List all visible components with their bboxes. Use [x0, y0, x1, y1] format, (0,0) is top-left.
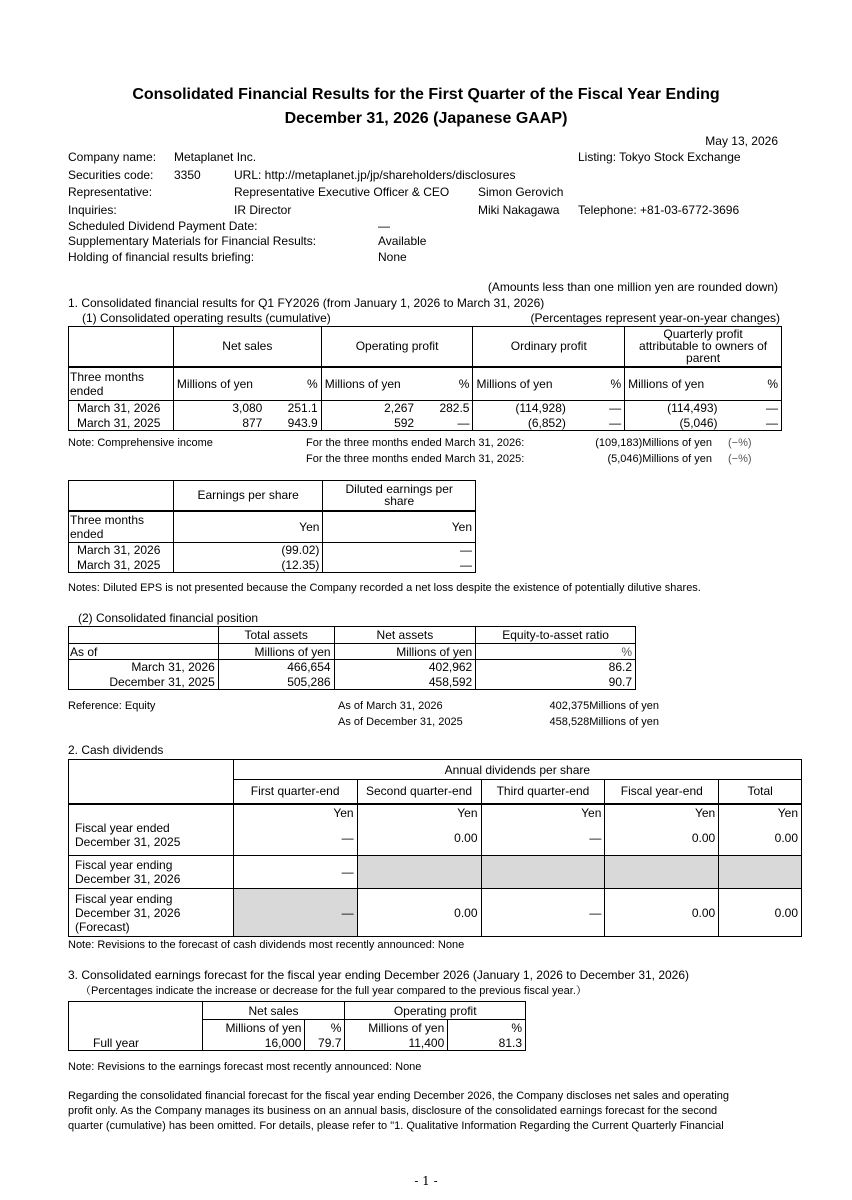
dividends-unit: Yen [233, 804, 357, 821]
net-assets-value: 402,962 [334, 660, 476, 675]
ops-quarterly-profit-pct: ― [721, 401, 782, 416]
position-corner [69, 627, 219, 644]
dividend-row-label-line3: (Forecast) [75, 919, 130, 934]
table-row [69, 856, 802, 889]
dividend-value: ― [233, 856, 357, 889]
eps-row-label-line1: Three months [70, 512, 145, 527]
rounding-note: (Amounts less than one million yen are rounded down) [487, 280, 778, 294]
ops-header-qp-line3: parent [686, 351, 721, 366]
ci-period-2025: For the three months ended March 31, 2025: [306, 453, 525, 465]
ops-net-sales-pct: 251.1 [265, 401, 321, 416]
ops-row-label-line2: ended [70, 383, 104, 398]
annual-dividends-header: Annual dividends per share [233, 760, 801, 780]
dividend-value-shaded [719, 856, 802, 889]
document-title-line2: December 31, 2026 (Japanese GAAP) [284, 110, 568, 127]
forecast-operating-profit-header: Operating profit [345, 1002, 526, 1020]
dividend-value: 0.00 [357, 821, 481, 856]
representative-title: Representative Executive Officer & CEO [234, 185, 450, 199]
dividend-row-label-line2: December 31, 2026 [75, 872, 181, 886]
ops-ordinary-profit-pct: ― [569, 416, 625, 431]
ops-ordinary-profit: (6,852) [473, 416, 569, 431]
ops-ordinary-profit: (114,928) [473, 401, 569, 416]
ops-corner [69, 327, 174, 367]
ops-unit: Millions of yen [625, 367, 721, 401]
dividend-value: 0.00 [357, 889, 481, 937]
ops-row-period: March 31, 2025 [69, 416, 174, 431]
eps-row-label [69, 511, 174, 543]
eps-row-period: March 31, 2026 [69, 543, 174, 558]
table-row [69, 889, 802, 937]
ops-header-quarterly-profit [625, 327, 782, 367]
reference-value-2025: 458,528Millions of yen [549, 716, 659, 728]
dividend-row-label [69, 889, 234, 937]
forecast-operating-profit-pct: 81.3 [448, 1036, 526, 1051]
equity-ratio-value: 86.2 [476, 660, 636, 675]
eps-unit: Yen [173, 511, 323, 543]
operating-results-table [68, 326, 782, 431]
reference-period-2026: As of March 31, 2026 [338, 700, 443, 712]
fiscal-year-end-header: Fiscal year-end [605, 780, 719, 804]
ops-header-net-sales: Net sales [173, 327, 321, 367]
dividends-corner [69, 760, 234, 780]
inquiries-label: Inquiries: [68, 203, 117, 217]
table-row [69, 416, 782, 431]
financial-position-table [68, 626, 636, 690]
representative-label: Representative: [68, 185, 153, 199]
ops-net-sales: 3,080 [173, 401, 265, 416]
securities-code: 3350 [174, 168, 201, 182]
forecast-operating-profit: 11,400 [345, 1036, 448, 1051]
section2-heading: 2. Cash dividends [68, 743, 164, 757]
eps-value: (12.35) [173, 558, 323, 573]
ops-pct: % [721, 367, 782, 401]
second-quarter-header: Second quarter-end [357, 780, 481, 804]
net-assets-unit: Millions of yen [334, 644, 476, 660]
page-number: - 1 - [414, 1174, 438, 1188]
dividends-table [68, 759, 802, 937]
ops-operating-profit-pct: 282.5 [417, 401, 473, 416]
equity-ratio-unit: % [476, 644, 636, 660]
diluted-eps-unit: Yen [323, 511, 476, 543]
forecast-unit: Millions of yen [345, 1020, 448, 1036]
table-row [69, 660, 636, 675]
company-url[interactable]: URL: http://metaplanet.jp/jp/shareholders/disclosures [234, 168, 516, 182]
ci-value-2025: (5,046)Millions of yen [607, 453, 712, 465]
reference-period-2025: As of December 31, 2025 [338, 716, 463, 728]
dividend-row-label [69, 821, 234, 856]
as-of-label: As of [69, 644, 219, 660]
diluted-eps-header [323, 481, 476, 511]
eps-table [68, 480, 476, 573]
table-row [69, 401, 782, 416]
dividends-unit: Yen [719, 804, 802, 821]
dividend-value: ― [481, 821, 605, 856]
table-row [69, 675, 636, 690]
ops-header-operating-profit: Operating profit [321, 327, 473, 367]
ci-pct-2025: (−%) [728, 453, 752, 465]
ops-unit: Millions of yen [173, 367, 265, 401]
dividend-row-label-line1: Fiscal year ending [75, 891, 173, 906]
ops-net-sales: 877 [173, 416, 265, 431]
dividend-value-shaded [481, 856, 605, 889]
reference-equity-label: Reference: Equity [68, 700, 156, 712]
supplementary-value: Available [378, 234, 427, 248]
representative-name: Simon Gerovich [478, 185, 564, 199]
dividends-unit: Yen [481, 804, 605, 821]
forecast-net-sales-pct: 79.7 [305, 1036, 345, 1051]
net-assets-header: Net assets [334, 627, 476, 644]
equity-ratio-header: Equity-to-asset ratio [476, 627, 636, 644]
dividend-row-label-line2: December 31, 2026 [75, 905, 181, 920]
diluted-eps-value: ― [323, 543, 476, 558]
ops-pct: % [265, 367, 321, 401]
forecast-paragraph-line1: Regarding the consolidated financial forecast for the fiscal year ending December 2026, the Company discloses net sales and operating [68, 1090, 730, 1102]
dividend-value: 0.00 [605, 821, 719, 856]
dividend-row-label-line1: Fiscal year ending [75, 858, 173, 872]
dividends-note: Note: Revisions to the forecast of cash dividends most recently announced: None [68, 939, 465, 951]
diluted-eps-header-line2: share [384, 494, 415, 509]
first-quarter-header: First quarter-end [233, 780, 357, 804]
ops-row-label-line1: Three months [70, 369, 145, 384]
dividend-row-label-line2: December 31, 2025 [75, 834, 181, 849]
forecast-pct: % [305, 1020, 345, 1036]
ops-pct: % [569, 367, 625, 401]
position-row-period: March 31, 2026 [69, 660, 219, 675]
company-name: Metaplanet Inc. [174, 150, 257, 164]
dividend-value-shaded [357, 856, 481, 889]
report-date: May 13, 2026 [705, 134, 778, 148]
ops-net-sales-pct: 943.9 [265, 416, 321, 431]
diluted-eps-note: Notes: Diluted EPS is not presented because the Company recorded a net loss despite the existence of potentially dilutive shares. [68, 582, 701, 594]
comprehensive-income-note: Note: Comprehensive income [68, 437, 213, 449]
briefing-label: Holding of financial results briefing: [68, 250, 255, 264]
dividend-date-label: Scheduled Dividend Payment Date: [68, 219, 258, 233]
diluted-eps-value: ― [323, 558, 476, 573]
ops-operating-profit: 2,267 [321, 401, 417, 416]
ops-quarterly-profit: (114,493) [625, 401, 721, 416]
inquiries-name: Miki Nakagawa [478, 203, 560, 217]
ops-pct: % [417, 367, 473, 401]
eps-value: (99.02) [173, 543, 323, 558]
forecast-note: Note: Revisions to the earnings forecast most recently announced: None [68, 1061, 422, 1073]
document-title-line1: Consolidated Financial Results for the First Quarter of the Fiscal Year Ending [132, 86, 720, 103]
total-header: Total [719, 780, 802, 804]
total-assets-value: 505,286 [218, 675, 334, 690]
dividend-value: 0.00 [605, 889, 719, 937]
total-assets-header: Total assets [218, 627, 334, 644]
ci-pct-2026: (−%) [728, 437, 752, 449]
dividend-value: ― [481, 889, 605, 937]
forecast-table [68, 1001, 526, 1051]
ops-row-label [69, 367, 174, 401]
ops-row-period: March 31, 2026 [69, 401, 174, 416]
listing: Listing: Tokyo Stock Exchange [578, 150, 741, 164]
dividend-date-value: ― [378, 219, 390, 233]
dividends-corner-lower [69, 780, 234, 804]
eps-corner [69, 481, 174, 511]
diluted-eps-header-line1: Diluted earnings per [345, 482, 453, 497]
ops-unit: Millions of yen [321, 367, 417, 401]
table-row [69, 558, 476, 573]
section3-heading: 3. Consolidated earnings forecast for the fiscal year ending December 2026 (January 1, 2026 to December 31, 2026) [68, 968, 690, 982]
ops-ordinary-profit-pct: ― [569, 401, 625, 416]
forecast-unit: Millions of yen [202, 1020, 305, 1036]
dividend-row-label-line1: Fiscal year ended [75, 820, 170, 835]
position-row-period: December 31, 2025 [69, 675, 219, 690]
table-row [69, 821, 802, 856]
forecast-corner [69, 1002, 203, 1020]
ops-quarterly-profit-pct: ― [721, 416, 782, 431]
net-assets-value: 458,592 [334, 675, 476, 690]
ops-header-ordinary-profit: Ordinary profit [473, 327, 625, 367]
inquiries-title: IR Director [234, 203, 292, 217]
forecast-net-sales-header: Net sales [202, 1002, 345, 1020]
total-assets-unit: Millions of yen [218, 644, 334, 660]
reference-value-2026: 402,375Millions of yen [549, 700, 659, 712]
ops-unit: Millions of yen [473, 367, 569, 401]
table-row [69, 543, 476, 558]
ops-quarterly-profit: (5,046) [625, 416, 721, 431]
operating-results-subheading: (1) Consolidated operating results (cumulative) [82, 311, 331, 325]
dividend-value-shaded [605, 856, 719, 889]
supplementary-label: Supplementary Materials for Financial Results: [68, 234, 317, 248]
ci-period-2026: For the three months ended March 31, 2026: [306, 437, 525, 449]
briefing-value: None [378, 250, 407, 264]
equity-ratio-value: 90.7 [476, 675, 636, 690]
forecast-row-label: Full year [69, 1036, 203, 1051]
eps-row-period: March 31, 2025 [69, 558, 174, 573]
forecast-paragraph-line3: quarter (cumulative) has been omitted. For details, please refer to "1. Qualitative Information Regarding the Current Quarterly Financial [68, 1120, 724, 1132]
company-name-label: Company name: [68, 150, 157, 164]
dividend-value: 0.00 [719, 821, 802, 856]
forecast-pct: % [448, 1020, 526, 1036]
ci-value-2026: (109,183)Millions of yen [595, 437, 712, 449]
dividend-value: 0.00 [719, 889, 802, 937]
eps-row-label-line2: ended [70, 526, 104, 541]
forecast-unit-corner [69, 1020, 203, 1036]
table-row [69, 1036, 526, 1051]
eps-header: Earnings per share [173, 481, 323, 511]
ops-operating-profit-pct: ― [417, 416, 473, 431]
securities-code-label: Securities code: [68, 168, 154, 182]
third-quarter-header: Third quarter-end [481, 780, 605, 804]
total-assets-value: 466,654 [218, 660, 334, 675]
dividends-unit: Yen [605, 804, 719, 821]
dividend-value-shaded: ― [233, 889, 357, 937]
ops-operating-profit: 592 [321, 416, 417, 431]
percentage-note: (Percentages represent year-on-year changes) [530, 311, 780, 325]
telephone: Telephone: +81-03-6772-3696 [578, 203, 740, 217]
ops-header-qp-line1: Quarterly profit [663, 327, 743, 342]
section1-heading: 1. Consolidated financial results for Q1 FY2026 (from January 1, 2026 to March 31, 2026) [68, 296, 545, 310]
forecast-paragraph-line2: profit only. As the Company manages its business on an annual basis, disclosure of the consolidated earnings forecast for the second [68, 1105, 718, 1117]
ops-header-qp-line2: attributable to owners of [639, 339, 768, 354]
forecast-net-sales: 16,000 [202, 1036, 305, 1051]
dividend-value: ― [233, 821, 357, 856]
financial-position-subheading: (2) Consolidated financial position [78, 611, 259, 625]
section3-subheading: （Percentages indicate the increase or decrease for the full year compared to the previous fiscal year.） [80, 985, 587, 997]
dividend-row-label [69, 856, 234, 889]
dividends-unit-label [69, 804, 234, 821]
dividends-unit: Yen [357, 804, 481, 821]
